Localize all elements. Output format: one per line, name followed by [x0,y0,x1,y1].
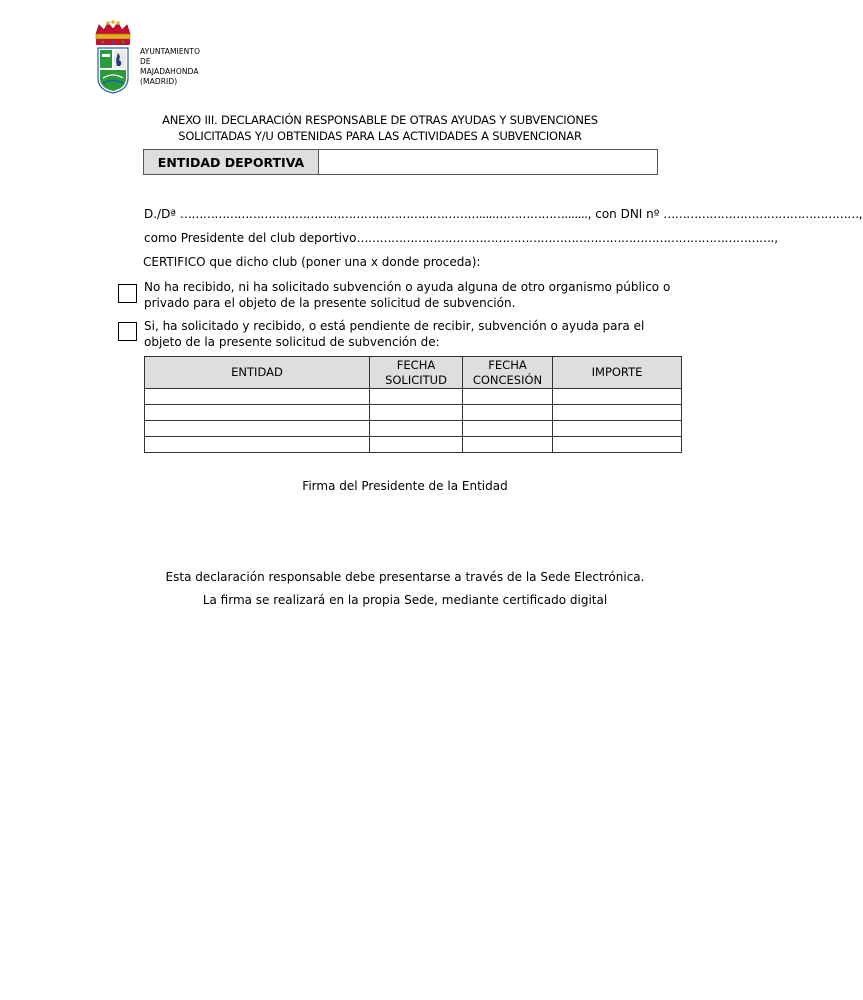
table-cell[interactable] [463,389,553,405]
table-cell[interactable] [145,389,370,405]
org-line: DE [140,57,151,66]
dni-field[interactable]: …………………………………………… [663,207,859,221]
table-cell[interactable] [370,389,463,405]
org-line: MAJADAHONDA [140,67,199,76]
document-title-line-2: SOLICITADAS Y/U OBTENIDAS PARA LAS ACTIVIDADES A SUBVENCIONAR [178,129,582,143]
table-cell[interactable] [370,437,463,453]
certifico-statement: CERTIFICO que dicho club (poner una x donde proceda): [143,255,481,269]
table-row [145,405,682,421]
declarant-label: D./Dª [144,207,180,221]
subsidies-table [144,356,682,453]
table-row [145,421,682,437]
signature-label: Firma del Presidente de la Entidad [302,479,508,493]
option-received-text: Si, ha solicitado y recibido, o está pendiente de recibir, subvención o ayuda para el objeto de la presente solicitud de subvención de: [144,319,645,349]
org-line: AYUNTAMIENTO [140,47,201,56]
club-name-field[interactable]: ……………………………………………………………………………………………… [356,231,771,245]
declarant-name-field[interactable]: …………………………………………………………………….....………………....... [179,207,588,221]
signature-note: La firma se realizará en la propia Sede, mediante certificado digital [202,593,608,607]
municipal-crest-logo [93,20,133,95]
table-header-row [145,357,682,389]
table-cell[interactable] [553,437,682,453]
document-title-line-1: ANEXO III. DECLARACIÓN RESPONSABLE DE OTRAS AYUDAS Y SUBVENCIONES [162,113,598,127]
table-cell[interactable] [145,437,370,453]
option-not-received-text: No ha recibido, ni ha solicitado subvención o ayuda alguna de otro organismo público o privado para el objeto de la presente solicitud de subvención. [144,280,671,310]
header-fecha-concesion: FECHA CONCESIÓN [463,357,553,389]
header-entidad: ENTIDAD [145,357,370,389]
dni-label: , con DNI nº [587,207,664,221]
table-cell[interactable] [370,421,463,437]
table-cell[interactable] [553,405,682,421]
declarant-line [144,207,863,221]
president-end: ., [770,231,779,245]
header-fecha-solicitud: FECHA SOLICITUD [370,357,463,389]
submission-note: Esta declaración responsable debe presentarse a través de la Sede Electrónica. [165,570,645,584]
president-line [144,231,778,245]
dni-end: , [858,207,863,221]
table-cell[interactable] [145,405,370,421]
table-row [145,437,682,453]
entity-input[interactable] [319,150,657,174]
table-cell[interactable] [463,405,553,421]
table-cell[interactable] [370,405,463,421]
organization-name [140,47,200,87]
option-not-received-checkbox[interactable] [118,284,137,303]
table-row [145,389,682,405]
president-label: como Presidente del club deportivo [144,231,357,245]
option-received-checkbox[interactable] [118,322,137,341]
org-line: (MADRID) [140,77,178,86]
table-cell[interactable] [145,421,370,437]
entity-field-box [143,149,658,175]
table-cell[interactable] [553,389,682,405]
header-importe: IMPORTE [553,357,682,389]
table-cell[interactable] [463,421,553,437]
table-cell[interactable] [463,437,553,453]
entity-label: ENTIDAD DEPORTIVA [144,150,319,174]
table-cell[interactable] [553,421,682,437]
